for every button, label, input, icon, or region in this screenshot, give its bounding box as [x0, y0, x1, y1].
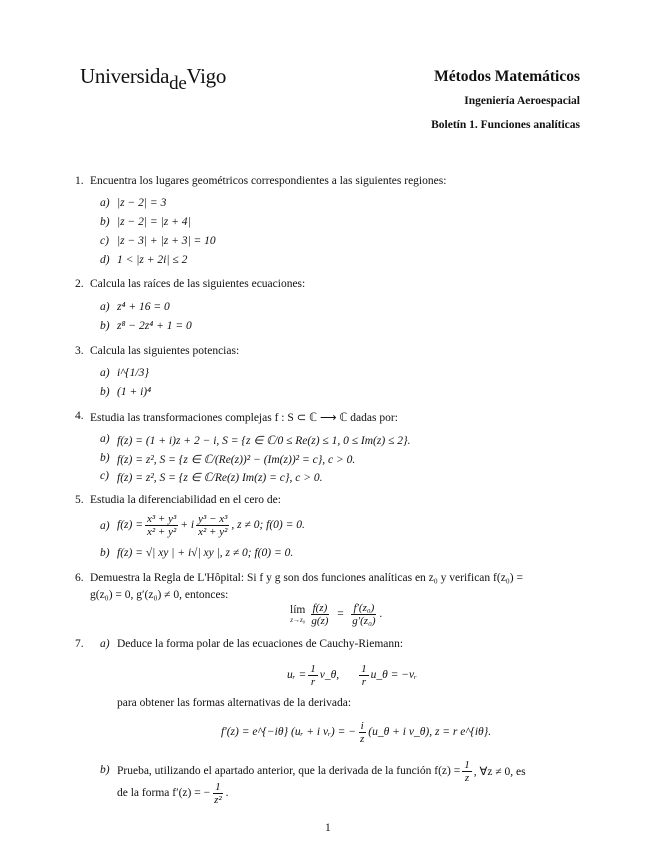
q7b-text1: Prueba, utilizando el apartado anterior, que la derivada de la función f(z) = [117, 765, 461, 777]
q7b-den2: z² [214, 793, 222, 806]
q5a-f1-den: x² + y² [146, 525, 177, 538]
q7b-text2: de la forma f′(z) = − [117, 787, 211, 799]
q1c-label: c) [100, 235, 109, 247]
q4b-expr: f(z) = z², S = {z ∈ ℂ/(Re(z))² − (Im(z))² = c}, c > 0. [117, 454, 356, 466]
q5a-plus-i: + i [180, 519, 195, 531]
q7-cr2-den: r [361, 675, 366, 688]
degree-subtitle: Ingeniería Aeroespacial [464, 95, 580, 107]
q7-cr1-den: r [310, 675, 316, 688]
q1-text: Encuentra los lugares geométricos correspondientes a las siguientes regiones: [90, 175, 447, 187]
q7-deriv-den: z [360, 732, 365, 745]
q1a-expr: |z − 2| = 3 [117, 197, 167, 209]
q6-limit-formula [290, 598, 382, 630]
q1-number: 1. [75, 175, 84, 187]
q3b-expr: (1 + i)⁴ [117, 386, 152, 398]
q7-derivative-formula [221, 717, 491, 747]
q4a-label: a) [100, 433, 110, 445]
q7b-frac2 [212, 781, 224, 806]
q6-fraction-1 [309, 602, 330, 627]
q2-text: Calcula las raíces de las siguientes ecuaciones: [90, 278, 306, 290]
q4a-expr: f(z) = (1 + i)z + 2 − i, S = {z ∈ ℂ/0 ≤ Re(z) ≤ 1, 0 ≤ Im(z) ≤ 2}. [117, 435, 411, 447]
q1b-label: b) [100, 216, 110, 228]
q6-line1: Demuestra la Regla de L'Hôpital: Si f y g son dos funciones analíticas en z₀ y verifican f(z₀) = [90, 572, 523, 584]
q5a-lhs: f(z) = [117, 519, 143, 531]
q7b-frac [462, 759, 472, 784]
q1d-expr: 1 < |z + 2i| ≤ 2 [117, 254, 188, 266]
q7b-num: 1 [464, 758, 470, 771]
q1b-expr: |z − 2| = |z + 4| [117, 216, 191, 228]
q7-cr2-frac [359, 663, 369, 688]
page-number: 1 [325, 822, 331, 834]
q6-g-den: g′(z₀) [352, 614, 376, 627]
q1a-label: a) [100, 197, 110, 209]
q3-text: Calcula las siguientes potencias: [90, 345, 240, 357]
q5a-label: a) [100, 520, 110, 532]
q7-cr1-frac [308, 663, 318, 688]
university-logo: UniversidadeVigo [80, 64, 227, 94]
q7-number: 7. [75, 638, 84, 650]
q7b-dot: . [225, 787, 229, 799]
q3b-label: b) [100, 386, 110, 398]
q2b-label: b) [100, 320, 110, 332]
q7-cr1-num: 1 [310, 662, 316, 675]
q2b-expr: z⁸ − 2z⁴ + 1 = 0 [117, 320, 192, 332]
q4c-label: c) [100, 470, 109, 482]
q6-line2: g(z₀) = 0, g′(z₀) ≠ 0, entonces: [90, 589, 229, 601]
q5a-f2-den: x² + y² [198, 525, 228, 538]
q6-fraction-2 [350, 602, 377, 627]
q7-cr2-rhs: u_θ = −vᵣ [370, 669, 417, 681]
q7b-text1-tail: , ∀z ≠ 0, es [473, 766, 526, 778]
q2-number: 2. [75, 278, 84, 290]
q5a-tail: , z ≠ 0; f(0) = 0. [231, 519, 305, 531]
q5b-label: b) [100, 547, 110, 559]
q1d-label: d) [100, 254, 110, 266]
q4-text: Estudia las transformaciones complejas f : S ⊂ ℂ ⟶ ℂ dadas por: [90, 412, 398, 424]
q3a-expr: i^{1/3} [117, 367, 149, 379]
q7-cr2-num: 1 [361, 662, 367, 675]
q6-lim-sub: z→z₀ [290, 616, 306, 624]
q4b-label: b) [100, 452, 110, 464]
q6-lim [290, 604, 305, 624]
q5a-fraction-2 [196, 513, 229, 538]
q7-deriv-num: i [360, 719, 364, 732]
q7b-line2 [117, 778, 229, 808]
q5b-expr: f(z) = √| xy | + i√| xy |, z ≠ 0; f(0) = 0. [117, 547, 294, 559]
q6-equals: = [336, 608, 345, 620]
course-title: Métodos Matemáticos [434, 68, 580, 85]
q7-cauchy-riemann [287, 660, 417, 690]
q7b-label: b) [100, 764, 110, 776]
q2a-expr: z⁴ + 16 = 0 [117, 301, 170, 313]
q7a-text: Deduce la forma polar de las ecuaciones de Cauchy-Riemann: [117, 638, 404, 650]
q3a-label: a) [100, 367, 110, 379]
q7-deriv-rhs: (u_θ + i v_θ), z = r e^{iθ}. [368, 726, 492, 738]
q5a-f1-num: x³ + y³ [146, 512, 177, 525]
q5a-fraction-1 [145, 513, 178, 538]
q4c-expr: f(z) = z², S = {z ∈ ℂ/Re(z) Im(z) = c}, c > 0. [117, 472, 323, 484]
q3-number: 3. [75, 345, 84, 357]
q7-cr1-lhs: uᵣ = [287, 669, 307, 681]
q6-number: 6. [75, 572, 84, 584]
sheet-title: Boletín 1. Funciones analíticas [431, 119, 580, 131]
q4-number: 4. [75, 410, 84, 422]
q5a-f2-num: y³ − x³ [198, 512, 228, 525]
q6-g-num: f′(z₀) [353, 601, 375, 614]
q7b-num2: 1 [215, 780, 221, 793]
q1c-expr: |z − 3| + |z + 3| = 10 [117, 235, 216, 247]
q7a-text2: para obtener las formas alternativas de la derivada: [117, 697, 352, 709]
q7-deriv-lhs: f′(z) = e^{−iθ} (uᵣ + i vᵣ) = − [221, 726, 357, 738]
q5a-expr [117, 510, 305, 540]
q7a-label: a) [100, 638, 110, 650]
q6-lim-word: lím [290, 604, 306, 616]
q6-dot: . [379, 608, 383, 620]
q2a-label: a) [100, 301, 110, 313]
q7b-den: z [464, 771, 470, 784]
q5-text: Estudia la diferenciabilidad en el cero de: [90, 494, 281, 506]
q6-f-den: g(z) [311, 614, 329, 627]
q7-cr1-rhs: v_θ, [319, 669, 340, 681]
q6-f-num: f(z) [312, 601, 328, 614]
q5-number: 5. [75, 494, 84, 506]
q7-deriv-frac [358, 720, 366, 745]
